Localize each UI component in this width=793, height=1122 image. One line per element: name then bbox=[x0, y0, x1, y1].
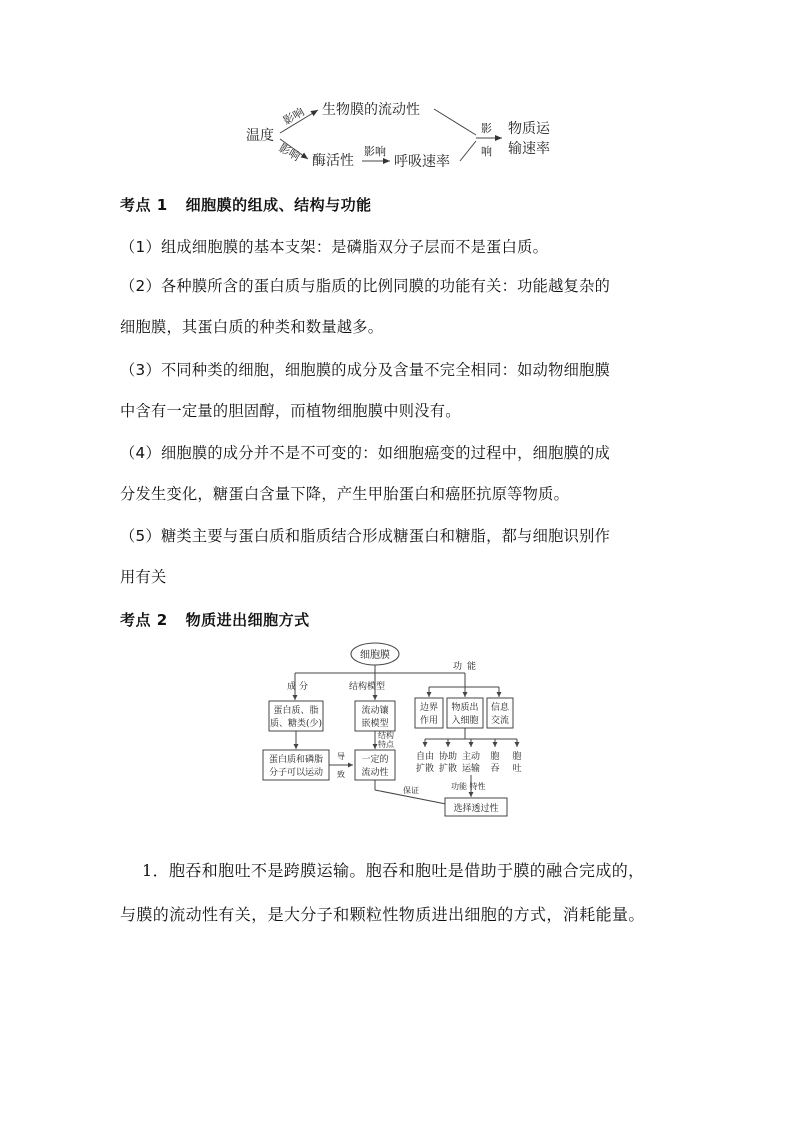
type-3-line-1: 主动 bbox=[461, 752, 481, 762]
fluid-mosaic-line-2: 嵌模型 bbox=[361, 719, 389, 729]
temperature-label: 温度 bbox=[246, 128, 274, 144]
section-1-line-1: （1）组成细胞膜的基本支架：是磷脂双分子层而不是蛋白质。 bbox=[120, 238, 549, 256]
branch-function-2: 能 bbox=[467, 662, 477, 672]
feature-char-3: 特 bbox=[378, 740, 386, 749]
info-line-2: 交流 bbox=[490, 716, 510, 726]
influence-right-1: 影 bbox=[481, 122, 492, 135]
section-1-line-7: 分发生变化，糖蛋白含量下降，产生甲胎蛋白和癌胚抗原等物质。 bbox=[120, 485, 570, 503]
respiration-rate-label: 呼吸速率 bbox=[394, 154, 450, 170]
function-feature-label: 功能 特性 bbox=[451, 782, 486, 791]
transport-rate-label-1: 物质运 bbox=[508, 121, 550, 137]
section-2-label: 考点 2 bbox=[120, 611, 168, 629]
section-2-title: 物质进出细胞方式 bbox=[185, 611, 310, 629]
section-1-line-8: （5）糖类主要与蛋白质和脂质结合形成糖蛋白和糖脂，都与细胞识别作 bbox=[120, 527, 611, 545]
section-2-heading bbox=[120, 609, 310, 630]
boundary-line-1: 边界 bbox=[419, 703, 439, 713]
section-1-line-3: 细胞膜，其蛋白质的种类和数量越多。 bbox=[120, 318, 384, 336]
type-1-line-1: 自由 bbox=[415, 752, 435, 762]
transport-line-2: 入细胞 bbox=[451, 716, 479, 726]
fluidity-line-1: 一定的 bbox=[361, 755, 389, 765]
transport-rate-label-2: 输速率 bbox=[508, 141, 550, 157]
type-2-line-1: 协助 bbox=[438, 752, 458, 762]
cell-membrane-concept-map bbox=[255, 635, 545, 830]
transport-line-1: 物质出 bbox=[451, 703, 479, 713]
branch-function-1: 功 bbox=[453, 662, 463, 672]
influence-label-bottom: 影响 bbox=[276, 141, 303, 164]
type-2-line-2: 扩散 bbox=[438, 764, 458, 774]
type-1-line-2: 扩散 bbox=[415, 764, 435, 774]
feature-char-1: 结 bbox=[378, 731, 386, 740]
fluid-mosaic-line-1: 流动镶 bbox=[361, 706, 389, 716]
influence-right-2: 响 bbox=[481, 145, 492, 158]
info-line-1: 信息 bbox=[490, 703, 510, 713]
section-1-line-6: （4）细胞膜的成分并不是不可变的：如细胞癌变的过程中，细胞膜的成 bbox=[120, 444, 611, 462]
section-1-title: 细胞膜的组成、结构与功能 bbox=[185, 196, 372, 214]
influence-label-top: 影响 bbox=[281, 105, 307, 128]
type-4-line-1: 胞 bbox=[490, 752, 500, 762]
fluidity-line-2: 流动性 bbox=[361, 768, 389, 778]
phospholipid-line-1: 蛋白质和磷脂 bbox=[268, 755, 324, 765]
type-5-line-2: 吐 bbox=[512, 764, 522, 774]
root-label: 细胞膜 bbox=[360, 650, 390, 661]
type-5-line-1: 胞 bbox=[512, 752, 522, 762]
bottom-line-1: 1．胞吞和胞吐不是跨膜运输。胞吞和胞吐是借助于膜的融合完成的， bbox=[142, 861, 645, 880]
type-4-line-2: 吞 bbox=[490, 764, 500, 774]
section-1-heading bbox=[120, 194, 372, 215]
type-3-line-2: 运输 bbox=[461, 764, 481, 774]
bottom-line-2: 与膜的流动性有关，是大分子和颗粒性物质进出细胞的方式，消耗能量。 bbox=[120, 905, 645, 924]
branch-structure: 结构模型 bbox=[349, 682, 386, 692]
branch-composition-1: 成 bbox=[287, 682, 297, 692]
section-1-line-9: 用有关 bbox=[120, 568, 167, 586]
membrane-fluidity-label: 生物膜的流动性 bbox=[322, 102, 420, 118]
enzyme-activity-label: 酶活性 bbox=[312, 153, 354, 169]
temperature-influence-diagram bbox=[240, 95, 570, 175]
guarantee-label: 保证 bbox=[403, 786, 419, 795]
selective-permeability-label: 选择透过性 bbox=[453, 804, 499, 814]
composition-box-line-1: 蛋白质、脂 bbox=[273, 706, 319, 716]
section-1-label: 考点 1 bbox=[120, 196, 168, 214]
section-1-line-5: 中含有一定量的胆固醇，而植物细胞膜中则没有。 bbox=[120, 402, 461, 420]
lead-char-2: 致 bbox=[337, 770, 345, 779]
feature-char-2: 构 bbox=[386, 731, 394, 740]
branch-composition-2: 分 bbox=[299, 682, 309, 692]
feature-char-4: 点 bbox=[386, 740, 394, 749]
lead-char-1: 导 bbox=[337, 752, 345, 761]
section-1-line-2: （2）各种膜所含的蛋白质与脂质的比例同膜的功能有关：功能越复杂的 bbox=[120, 277, 611, 295]
boundary-line-2: 作用 bbox=[419, 716, 439, 726]
influence-label-middle: 影响 bbox=[364, 145, 386, 158]
section-1-line-4: （3）不同种类的细胞，细胞膜的成分及含量不完全相同：如动物细胞膜 bbox=[120, 361, 611, 379]
phospholipid-line-2: 分子可以运动 bbox=[268, 768, 324, 778]
composition-box-line-2: 质、糖类(少) bbox=[269, 719, 323, 729]
